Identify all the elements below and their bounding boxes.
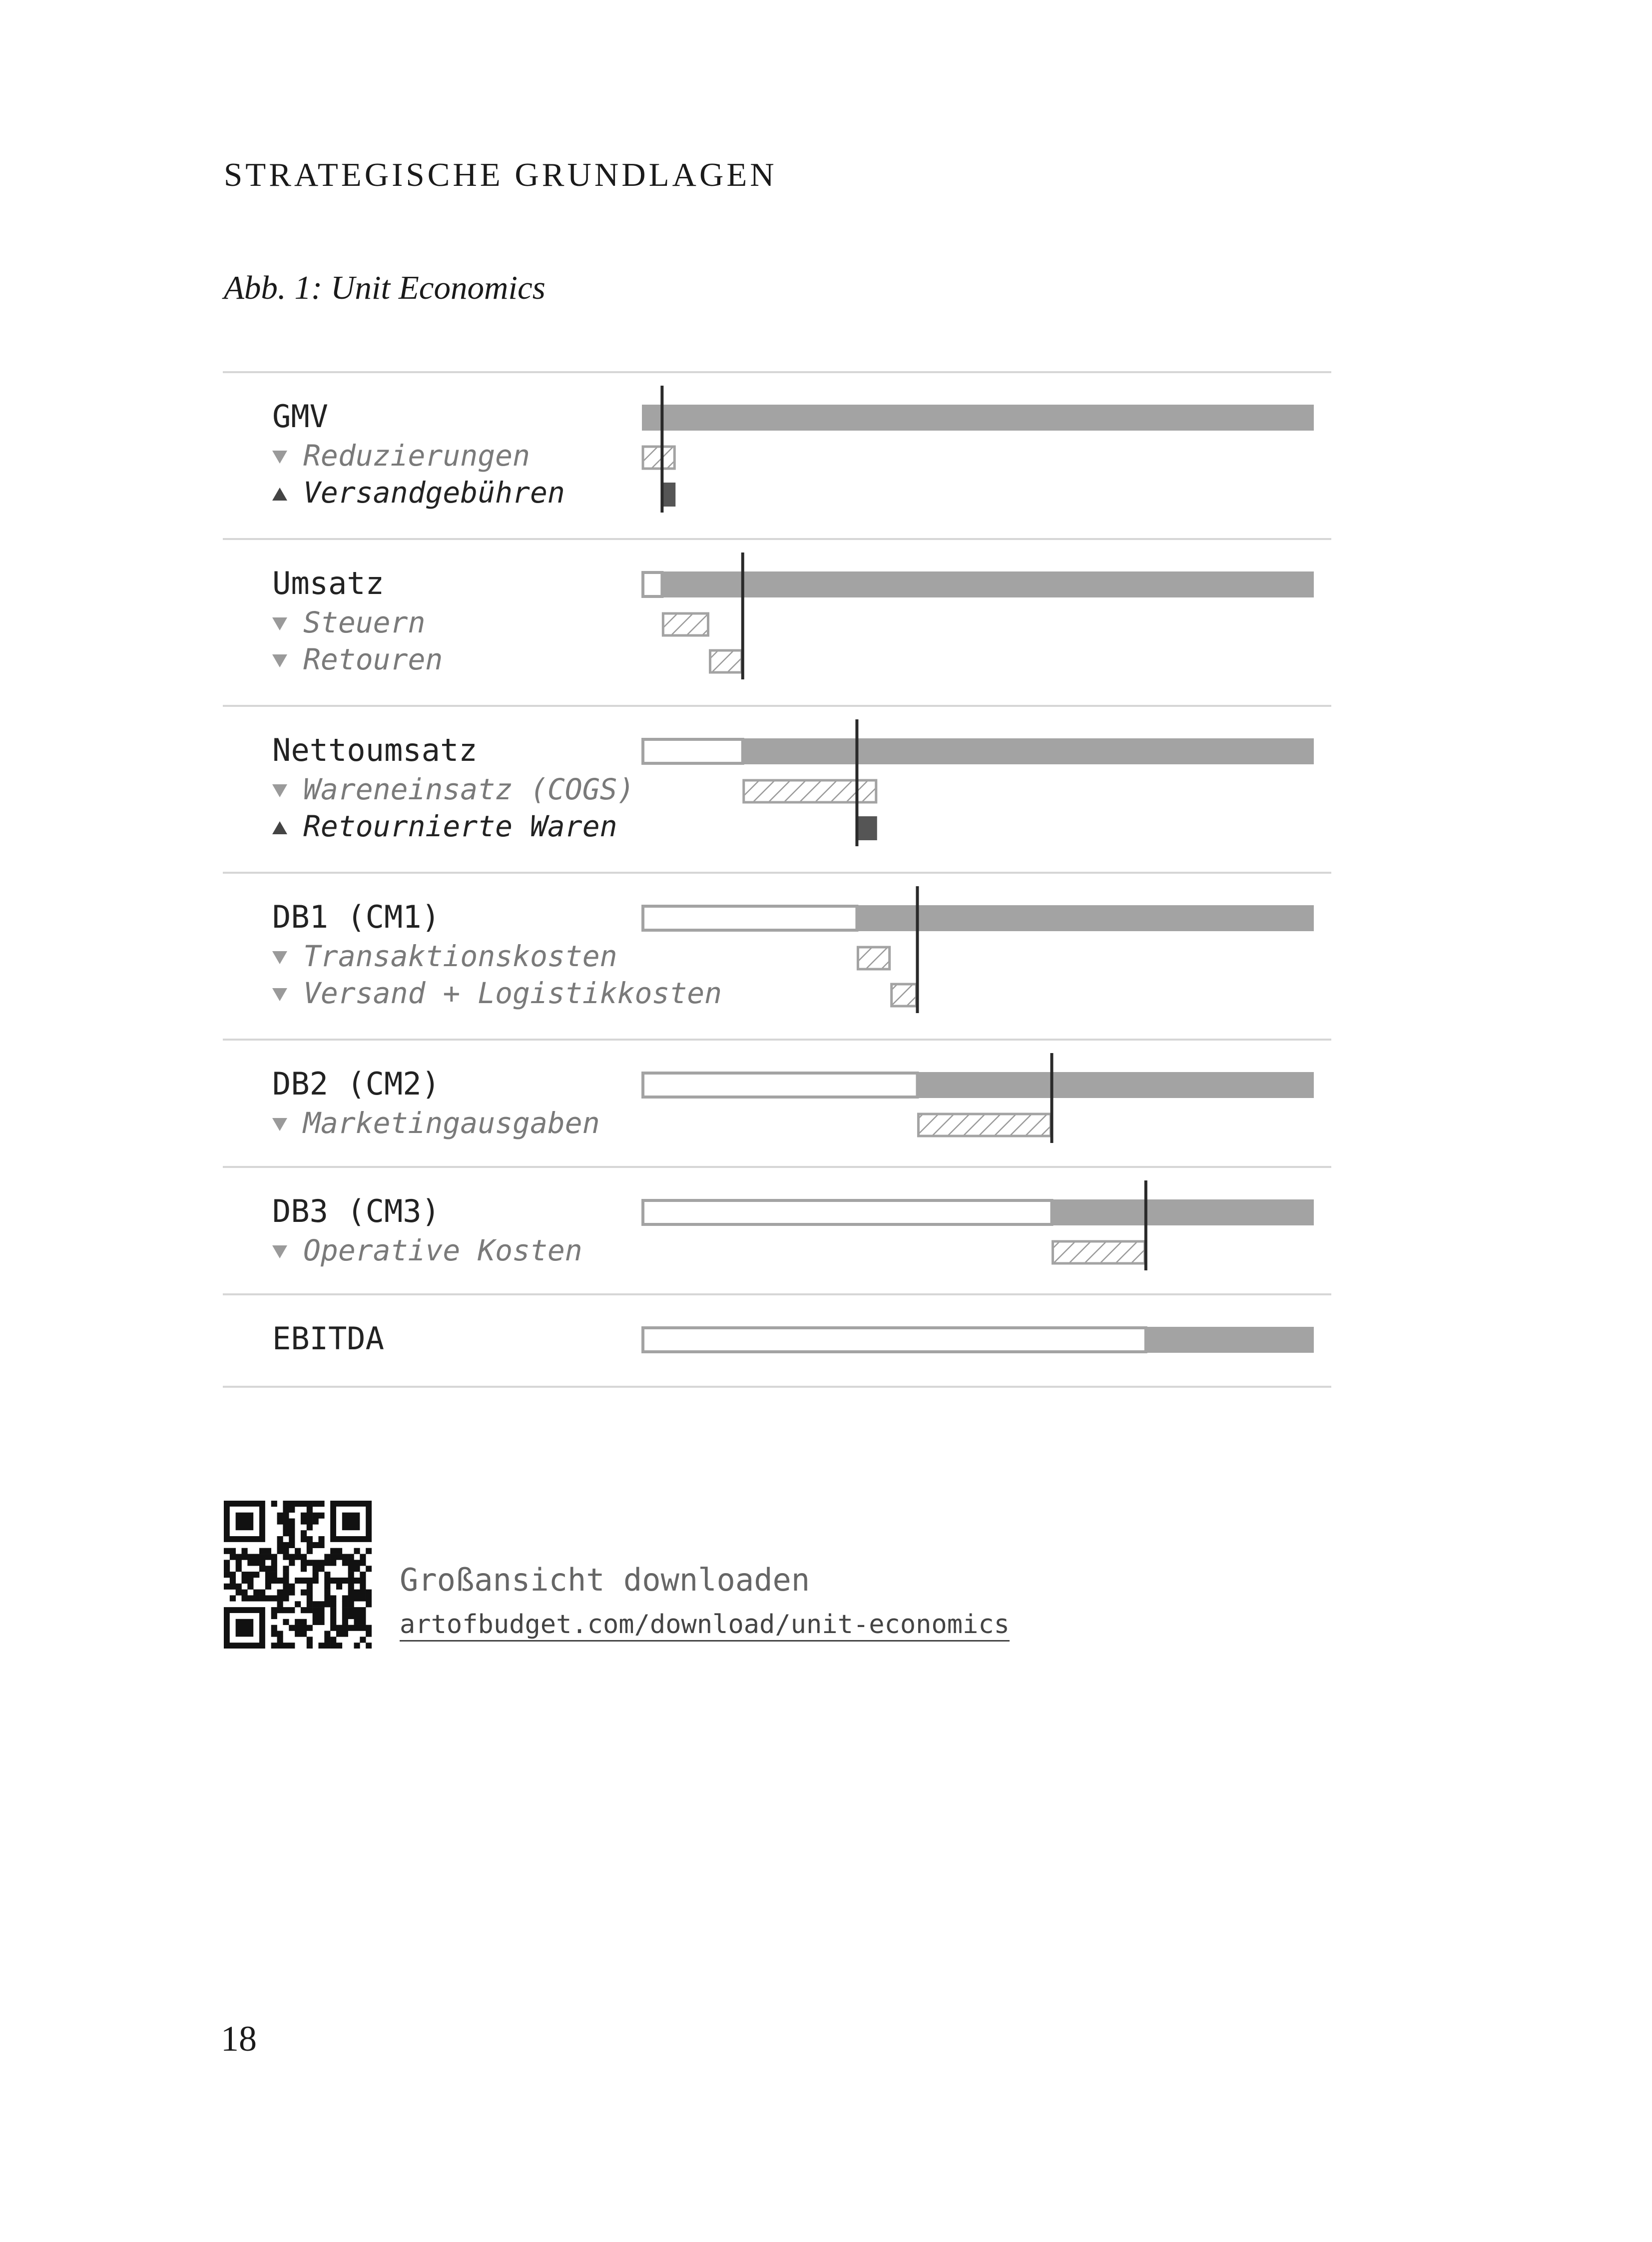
- decrease-bar: [918, 1114, 1051, 1136]
- decrease-bar: [1053, 1241, 1144, 1263]
- triangle-up-icon: [272, 488, 287, 501]
- sub-label: Operative Kosten: [303, 1233, 582, 1267]
- triangle-down-icon: [272, 1118, 287, 1131]
- figure-caption: Abb. 1: Unit Economics: [224, 269, 546, 306]
- increase-bar: [662, 483, 675, 507]
- sub-label: Versand + Logistikkosten: [303, 976, 722, 1010]
- triangle-up-icon: [272, 821, 287, 834]
- triangle-down-icon: [272, 784, 287, 797]
- sub-label: Reduzierungen: [303, 439, 530, 473]
- value-bar: [662, 571, 1314, 597]
- row-label: Nettoumsatz: [272, 732, 478, 768]
- decrease-bar: [663, 613, 708, 635]
- qr-code-icon[interactable]: [224, 1501, 372, 1649]
- sub-label: Retournierte Waren: [303, 809, 617, 843]
- value-bar: [743, 738, 1314, 764]
- remainder-bar: [643, 1328, 1146, 1352]
- decrease-bar: [892, 984, 917, 1006]
- triangle-down-icon: [272, 1245, 287, 1258]
- sub-label: Transaktionskosten: [303, 939, 617, 973]
- sub-label: Retouren: [303, 642, 443, 676]
- row-label: DB1 (CM1): [272, 899, 440, 935]
- value-bar: [1052, 1199, 1314, 1225]
- row-label: Umsatz: [272, 565, 384, 601]
- triangle-down-icon: [272, 951, 287, 964]
- remainder-bar: [643, 739, 743, 763]
- increase-bar: [857, 816, 877, 840]
- decrease-bar: [643, 447, 674, 469]
- download-link[interactable]: artofbudget.com/download/unit-economics: [400, 1610, 1010, 1640]
- value-bar: [642, 405, 1314, 431]
- download-title: Großansicht downloaden: [400, 1562, 810, 1598]
- row-label: DB2 (CM2): [272, 1066, 440, 1102]
- remainder-bar: [643, 572, 662, 596]
- row-label: EBITDA: [272, 1320, 384, 1357]
- remainder-bar: [643, 906, 857, 930]
- sub-label: Marketingausgaben: [303, 1106, 600, 1140]
- sub-label: Versandgebühren: [303, 476, 565, 510]
- row-label: GMV: [272, 398, 328, 435]
- decrease-bar: [858, 947, 889, 969]
- sub-label: Steuern: [303, 605, 426, 639]
- value-bar: [917, 1072, 1314, 1098]
- value-bar: [1146, 1327, 1314, 1353]
- remainder-bar: [643, 1200, 1052, 1224]
- page-number: 18: [221, 2019, 257, 2059]
- remainder-bar: [643, 1073, 917, 1097]
- row-label: DB3 (CM3): [272, 1193, 440, 1229]
- triangle-down-icon: [272, 451, 287, 464]
- triangle-down-icon: [272, 988, 287, 1001]
- triangle-down-icon: [272, 617, 287, 630]
- running-title: STRATEGISCHE GRUNDLAGEN: [224, 156, 777, 193]
- decrease-bar: [710, 650, 742, 672]
- sub-label: Wareneinsatz (COGS): [303, 772, 635, 806]
- value-bar: [857, 905, 1314, 931]
- triangle-down-icon: [272, 654, 287, 667]
